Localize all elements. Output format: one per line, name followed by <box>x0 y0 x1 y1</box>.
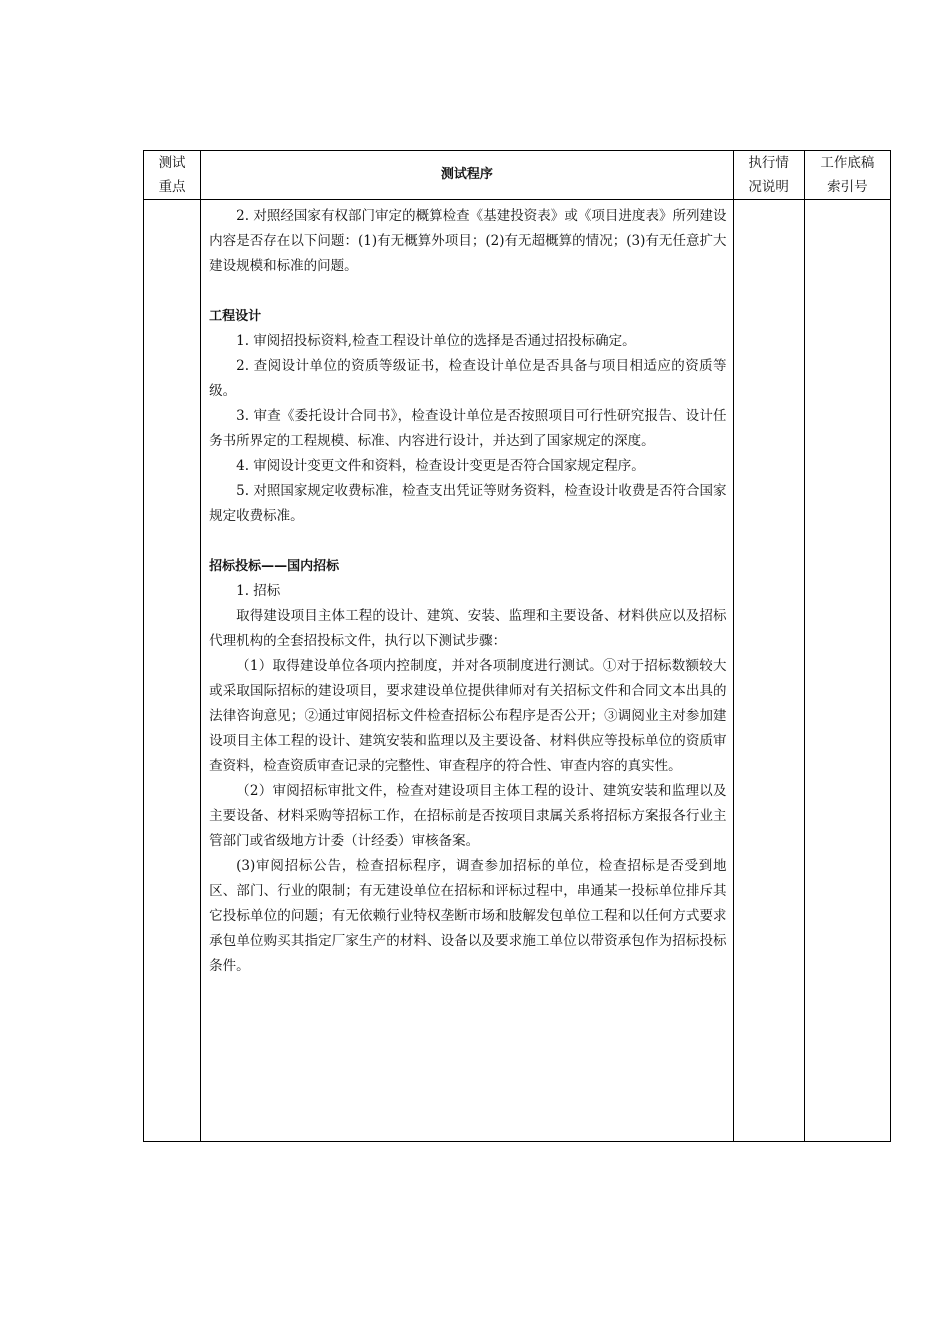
bidding-step-3: (3)审阅招标公告，检查招标程序，调查参加招标的单位，检查招标是否受到地区、部门、行业的限制；有无建设单位在招标和评标过程中，串通某一投标单位排斥其它投标单位的问题；有无依赖行业特权垄断市场和肢解发包单位工程和以任何方式要求承包单位购买其指定厂家生产的材料、设备以及要求施工单位以带资承包作为招标投标条件。 <box>209 858 727 974</box>
design-item-5: 5. 对照国家规定收费标准，检查支出凭证等财务资料，检查设计收费是否符合国家规定收费标准。 <box>209 483 727 524</box>
design-section-heading: 工程设计 <box>209 309 262 324</box>
bidding-section-heading: 招标投标——国内招标 <box>209 559 340 574</box>
bidding-step-1: （1）取得建设单位各项内控制度，并对各项制度进行测试。①对于招标数额较大或采取国际招标的建设项目，要求建设单位提供律师对有关招标文件和合同文本出具的法律咨询意见；②通过审阅招标文件检查招标公布程序是否公开；③调阅业主对参加建设项目主体工程的设计、建筑安装和监理以及主要设备、材料供应等投标单位的资质审查资料，检查资质审查记录的完整性、审查程序的符合性、审查内容的真实性。 <box>209 658 727 774</box>
header-test-procedure: 测试程序 <box>201 151 733 200</box>
budget-check-item-2: 2. 对照经国家有权部门审定的概算检查《基建投资表》或《项目进度表》所列建设内容是否存在以下问题：(1)有无概算外项目；(2)有无超概算的情况；(3)有无任意扩大建设规模和标准的问题。 <box>209 208 727 274</box>
design-item-2: 2. 查阅设计单位的资质等级证书，检查设计单位是否具备与项目相适应的资质等级。 <box>209 358 727 399</box>
test-procedure-cell <box>201 200 733 1142</box>
header-execution-notes-line2: 况说明 <box>748 179 789 195</box>
execution-notes-cell <box>733 200 804 1142</box>
header-execution-notes <box>733 151 804 200</box>
header-test-focus-line2: 重点 <box>158 179 186 195</box>
audit-program-table <box>143 150 891 1142</box>
header-workpaper-index-line1: 工作底稿 <box>820 155 875 171</box>
design-item-1: 1. 审阅招投标资料,检查工程设计单位的选择是否通过招投标确定。 <box>236 333 636 349</box>
header-workpaper-index-line2: 索引号 <box>827 179 868 195</box>
bidding-subheading: 1. 招标 <box>236 583 281 599</box>
test-focus-cell <box>144 200 201 1142</box>
header-test-focus <box>144 151 201 200</box>
workpaper-index-cell <box>804 200 890 1142</box>
bidding-step-2: （2）审阅招标审批文件，检查对建设项目主体工程的设计、建筑安装和监理以及主要设备、材料采购等招标工作，在招标前是否按项目隶属关系将招标方案报各行业主管部门或省级地方计委（计经委）审核备案。 <box>209 783 727 849</box>
bidding-intro: 取得建设项目主体工程的设计、建筑、安装、监理和主要设备、材料供应以及招标代理机构的全套招投标文件，执行以下测试步骤： <box>209 608 727 649</box>
header-test-focus-line1: 测试 <box>158 155 186 171</box>
design-item-3: 3. 审查《委托设计合同书》，检查设计单位是否按照项目可行性研究报告、设计任务书所界定的工程规模、标准、内容进行设计，并达到了国家规定的深度。 <box>209 408 727 449</box>
table-body-row <box>144 200 891 1142</box>
header-workpaper-index <box>804 151 890 200</box>
design-item-4: 4. 审阅设计变更文件和资料，检查设计变更是否符合国家规定程序。 <box>236 458 645 474</box>
table-header-row <box>144 151 891 200</box>
header-execution-notes-line1: 执行情 <box>748 155 789 171</box>
